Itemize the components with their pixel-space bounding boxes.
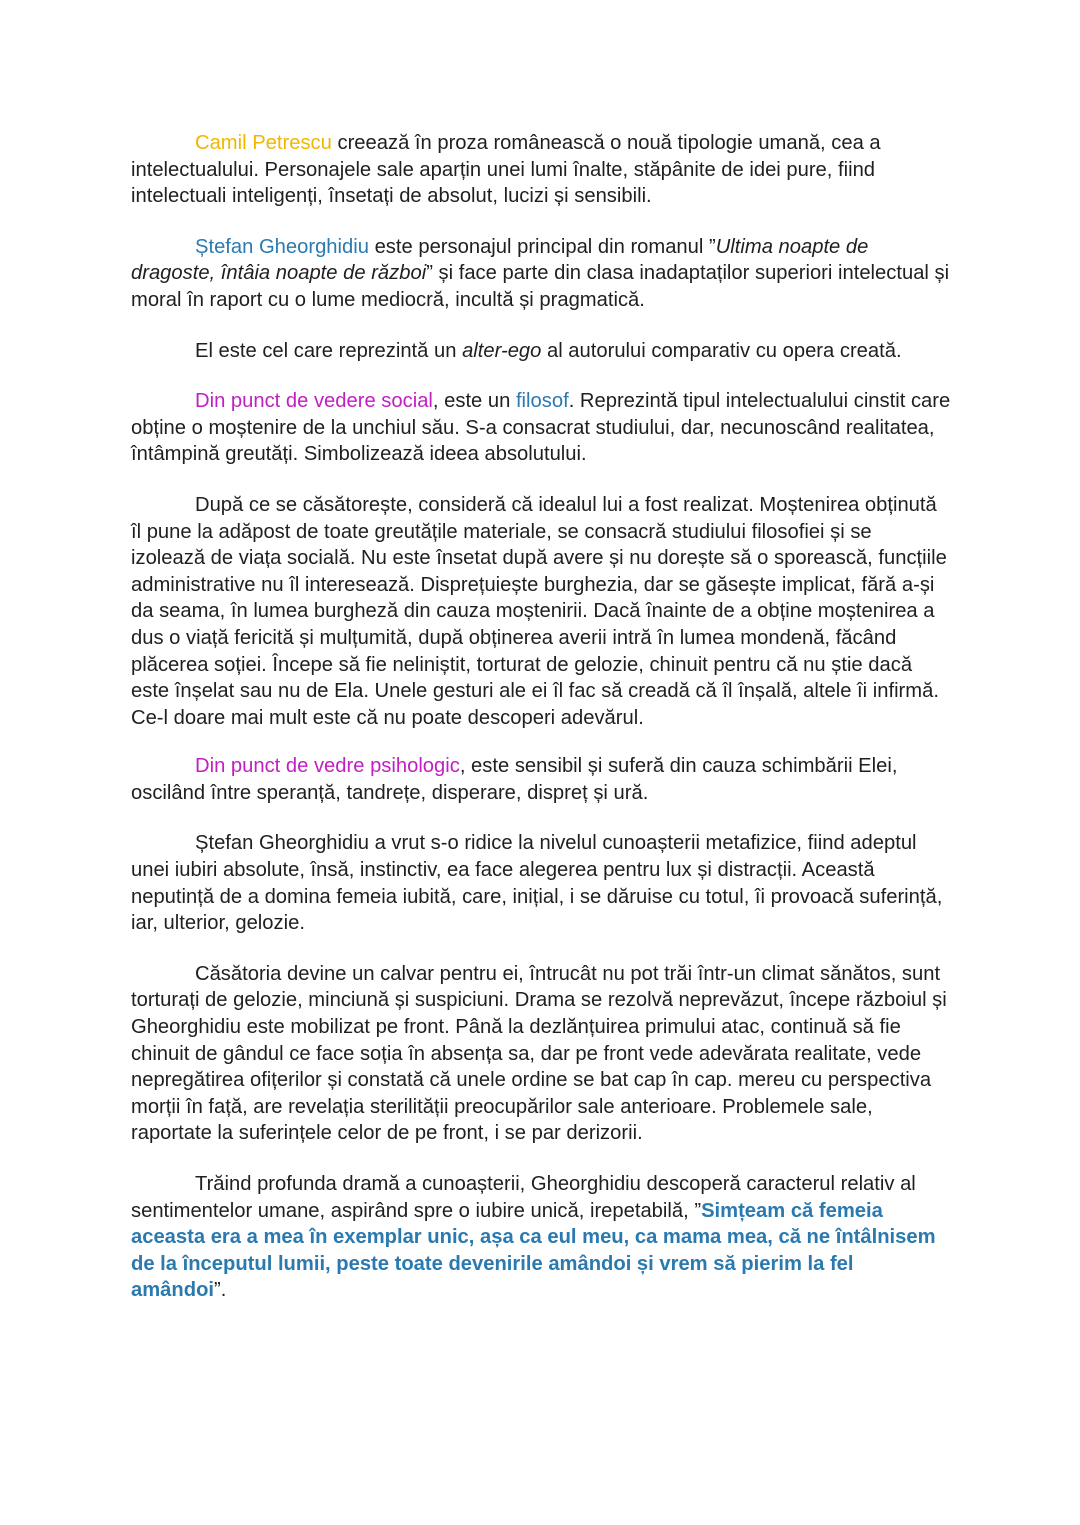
paragraph-intro (131, 130, 951, 210)
paragraph-text: Ștefan Gheorghidiu a vrut s-o ridice la nivelul cunoașterii metafizice, fiind adeptul unei iubiri absolute, însă, instinctiv, ea face alegerea pentru lux și distracții. Această neputință de a domina femeia iubită, care, inițial, i se dăruise cu totul, îi provoacă suferință, iar, ulterior, gelozie. (131, 832, 943, 935)
section-label-psychological: Din punct de vedre psihologic (195, 755, 460, 778)
paragraph-text: al autorului comparativ cu opera creată. (541, 339, 902, 362)
paragraph-text: Trăind profunda dramă a cunoașterii, Gheorghidiu descoperă caracterul relativ al sentimentelor umane, aspirând spre o iubire unică, irepetabilă, ” (131, 1173, 916, 1222)
paragraph-conclusion (131, 1171, 951, 1304)
paragraph-text: ” și face parte din clasa inadaptaților superiori intelectual și moral în raport cu o lume mediocră, incultă și pragmatică. (131, 262, 950, 311)
paragraph-metaphysical (131, 830, 951, 936)
filosof-term: filosof (515, 390, 569, 413)
alter-ego-term: alter-ego (462, 339, 542, 362)
paragraph-social (131, 388, 951, 468)
paragraph-text: este personajul principal din romanul ” (368, 235, 716, 258)
character-name: Ștefan Gheorghidiu (195, 235, 369, 258)
paragraph-text: El este cel care reprezintă un (195, 339, 463, 362)
paragraph-text: , este sensibil și suferă din cauza schimbării Elei, oscilând între speranță, tandrețe, disperare, dispreț și ură. (131, 755, 898, 804)
paragraph-text: , este un (432, 390, 516, 413)
paragraph-psychological (131, 753, 951, 806)
document-page (131, 130, 951, 1304)
paragraph-war (131, 961, 951, 1147)
paragraph-text: creează în proza românească o nouă tipologie umană, cea a intelectualului. Personajele sale aparțin unei lumi înalte, stăpânite de idei pure, fiind intelectuali inteligenți, însetați de absolut, lucizi și sensibili. (131, 132, 881, 208)
paragraph-text: Căsătoria devine un calvar pentru ei, întrucât nu pot trăi într-un climat sănătos, sunt torturați de gelozie, minciună și suspiciuni. Drama se rezolvă neprevăzut, începe războiul și Gheorghidiu este mobilizat pe front. Până la dezlănțuirea primului atac, continuă să fie chinuit de gândul ce face soția în absența sa, dar pe front vede adevărata realitate, vede nepregătirea ofițerilor și constată că unele ordine se bat cap în cap. mereu cu perspectiva morții în față, are revelația sterilității preocupărilor sale anterioare. Problemele sale, raportate la suferințele celor de pe front, i se par derizorii. (131, 962, 947, 1145)
paragraph-text: . Reprezintă tipul intelectualului cinstit care obține o moștenire de la unchiul său. S-a consacrat studiului, dar, necunoscând realitatea, întâmpină greutăți. Simbolizează ideea absolutului. (131, 390, 951, 466)
author-name: Camil Petrescu (195, 132, 332, 154)
paragraph-text: După ce se căsătorește, consideră că idealul lui a fost realizat. Moștenirea obținută îl pune la adăpost de toate greutățile materiale, se consacră studiului filosofiei și se izolează de viața socială. Nu este însetat după avere și nu dorește să o sporească, funcțiile administrative nu îl interesează. Disprețuiește burghezia, dar se găsește implicat, fără a-și da seama, în lumea burgheză din cauza moștenirii. Dacă înainte de a obține moștenirea a dus o viață fericită și mulțumită, după obținerea averii intră în lumea mondenă, făcând plăcerea soției. Începe să fie neliniștit, torturat de gelozie, chinuit pentru că nu știe dacă este înșelat sau nu de Ela. Unele gesturi ale ei îl fac să creadă că îl înșală, altele îi infirmă. Ce-l doare mai mult este că nu poate descoperi adevărul. (131, 493, 947, 729)
paragraph-marriage (131, 492, 951, 731)
section-label-social: Din punct de vedere social (195, 390, 433, 413)
paragraph-alter-ego (131, 338, 951, 365)
quote-end: ”. (214, 1279, 227, 1302)
paragraph-character (131, 234, 951, 314)
novel-title: Ultima noapte de dragoste, întâia noapte de război (131, 235, 869, 285)
novel-quote: Simțeam că femeia aceasta era a mea în exemplar unic, așa ca eul meu, ca mama mea, că ne întâlnisem de la începutul lumii, peste toate devenirile amândoi și vrem să pierim la fel amândoi (131, 1199, 936, 1302)
